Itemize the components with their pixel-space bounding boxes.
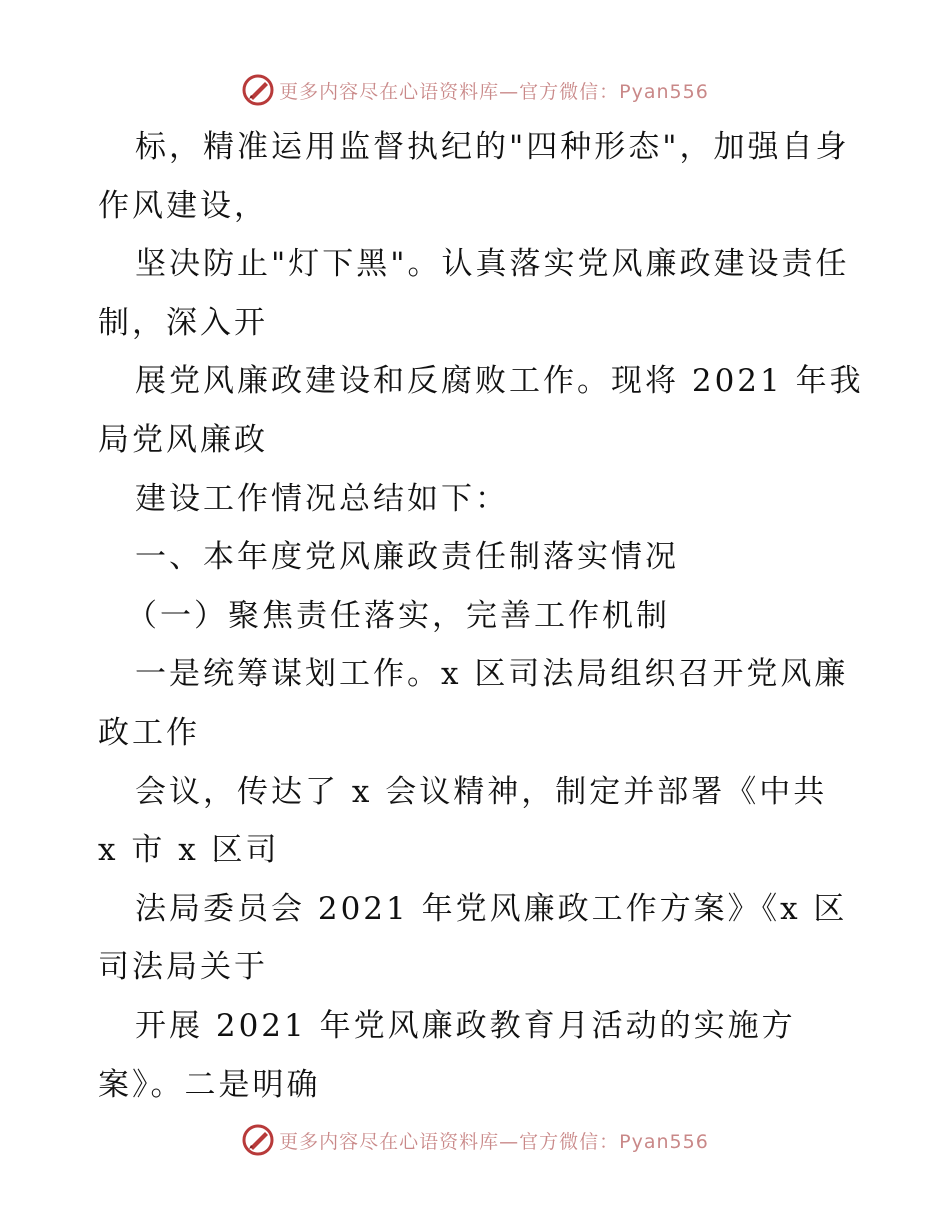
text-line: 会议，传达了 x 会议精神，制定并部署《中共	[135, 773, 828, 810]
document-body	[98, 118, 864, 1114]
text-line: 标，精准运用监督执纪的"四种形态"，加强自身	[135, 129, 850, 165]
brand-logo-icon	[241, 73, 275, 107]
text-line: 坚决防止"灯下黑"。认真落实党风廉政建设责任	[135, 246, 850, 283]
text-line: 法局委员会 2021 年党风廉政工作方案》《x 区	[135, 890, 848, 927]
text-line: 展党风廉政建设和反腐败工作。现将 2021 年我	[135, 363, 864, 400]
text-line: 局党风廉政	[98, 421, 268, 458]
section-heading: 一、本年度党风廉政责任制落实情况	[135, 539, 679, 576]
text-line: 一是统筹谋划工作。x 区司法局组织召开党风廉	[135, 656, 849, 693]
text-line: 开展 2021 年党风廉政教育月活动的实施方	[135, 1007, 796, 1044]
text-line: x 市 x 区司	[98, 832, 280, 869]
text-line: 作风建设，	[98, 187, 268, 224]
text-line: 建设工作情况总结如下：	[135, 480, 509, 517]
subsection-heading: （一）聚焦责任落实，完善工作机制	[126, 597, 670, 634]
header-watermark	[0, 70, 950, 110]
brand-logo-icon	[241, 1123, 275, 1157]
text-line: 政工作	[98, 714, 200, 751]
text-line: 案》。二是明确	[98, 1066, 321, 1103]
watermark-text: 更多内容尽在心语资料库—官方微信：Pyan556	[279, 80, 709, 103]
text-line: 司法局关于	[98, 949, 268, 986]
text-line: 制，深入开	[98, 304, 268, 341]
footer-watermark	[0, 1120, 950, 1160]
watermark-text: 更多内容尽在心语资料库—官方微信：Pyan556	[279, 1130, 709, 1153]
